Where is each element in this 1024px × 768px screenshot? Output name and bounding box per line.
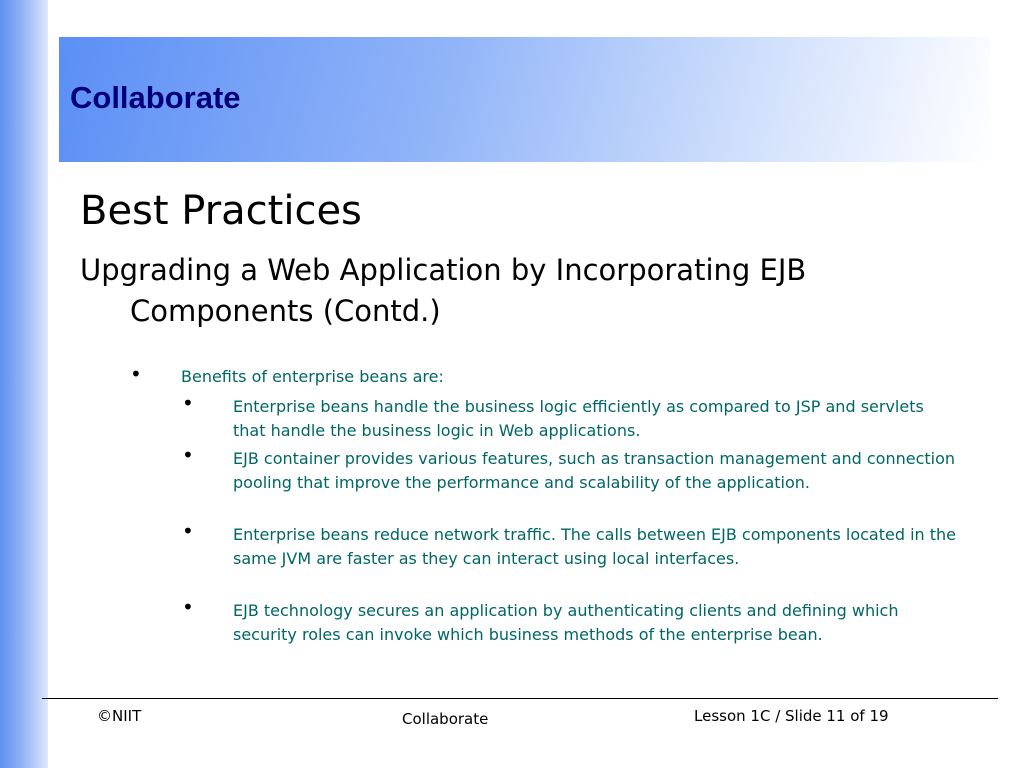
bullet-dot-icon: • (182, 443, 194, 467)
sub-bullet-text: EJB container provides various features, such as transaction management and connection pooling that improve the performance and scalability of the application. (233, 449, 956, 492)
footer-copyright: ©NIIT (97, 707, 142, 725)
footer-divider (42, 698, 998, 699)
bullet-text: Benefits of enterprise beans are: (181, 367, 444, 386)
bullet-dot-icon: • (182, 391, 194, 415)
bullet-dot-icon: • (182, 519, 194, 543)
bullet-dot-icon: • (130, 362, 142, 386)
sub-bullet-text: Enterprise beans handle the business logic efficiently as compared to JSP and servlets that handle the business logic in Web applications. (233, 397, 924, 440)
slide-section-title: Collaborate (70, 80, 241, 115)
sub-bullet-text: EJB technology secures an application by authenticating clients and defining which security roles can invoke which business methods of the enterprise bean. (233, 601, 899, 644)
footer-title: Collaborate (402, 710, 489, 728)
bullet-dot-icon: • (182, 595, 194, 619)
footer-slide-number: Lesson 1C / Slide 11 of 19 (694, 707, 889, 725)
slide-heading: Best Practices (80, 188, 362, 234)
left-decorative-bar (0, 0, 48, 768)
sub-bullet-text: Enterprise beans reduce network traffic. The calls between EJB components located in the same JVM are faster as they can interact using local interfaces. (233, 525, 956, 568)
slide-subheading: Upgrading a Web Application by Incorporating EJB Components (Contd.) (80, 253, 807, 328)
